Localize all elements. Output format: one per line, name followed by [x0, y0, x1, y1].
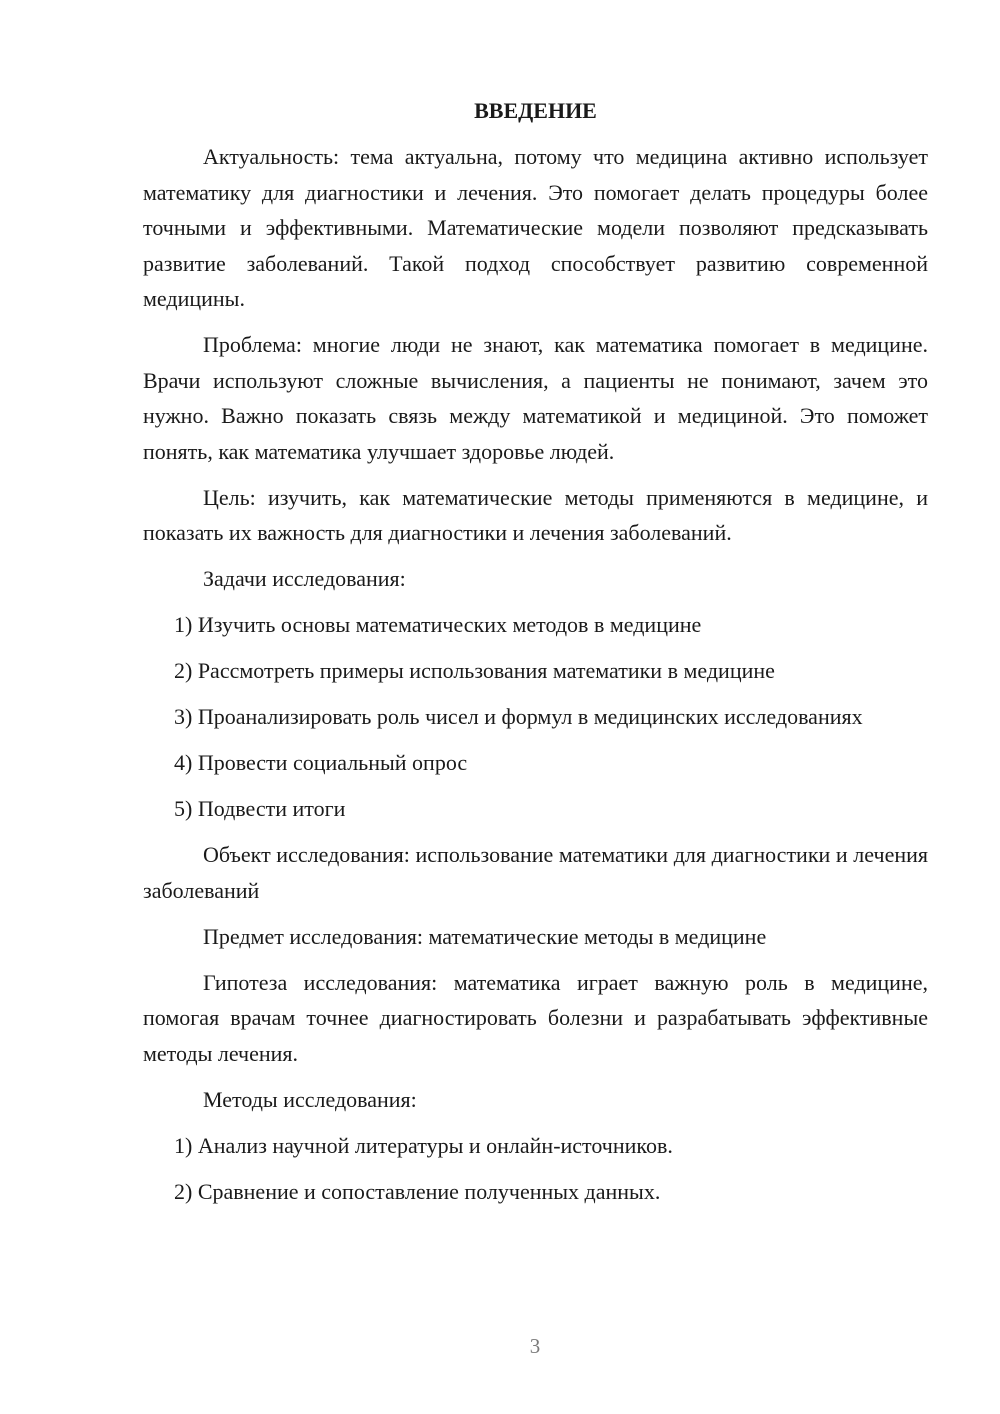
method-item: 2) Сравнение и сопоставление полученных данных. — [174, 1178, 661, 1204]
task-item: 1) Изучить основы математических методов в медицине — [174, 612, 702, 637]
methods-heading: Методы исследования: — [203, 1086, 417, 1112]
task-item: 4) Провести социальный опрос — [174, 750, 468, 775]
object-paragraph: Объект исследования: использование математики для диагностики и лечения заболеваний — [143, 842, 928, 903]
task-item: 3) Проанализировать роль чисел и формул в медицинских исследованиях — [174, 704, 863, 729]
page-number: 3 — [529, 1334, 541, 1358]
goal-paragraph: Цель: изучить, как математические методы применяются в медицине, и показать их важность для диагностики и лечения заболеваний. — [143, 484, 928, 545]
relevance-paragraph: Актуальность: тема актуальна, потому что медицина активно использует математику для диагностики и лечения. Это помогает делать процедуры более точными и эффективными. Математические модели позволяют предсказывать развитие заболеваний. Такой подход способствует развитию современной медицины. — [143, 144, 928, 311]
tasks-heading: Задачи исследования: — [203, 566, 406, 591]
method-item: 1) Анализ научной литературы и онлайн-источников. — [174, 1132, 673, 1158]
task-item: 2) Рассмотреть примеры использования математики в медицине — [174, 658, 775, 683]
task-item: 5) Подвести итоги — [174, 796, 346, 821]
section-title: ВВЕДЕНИЕ — [474, 98, 597, 123]
hypothesis-paragraph: Гипотеза исследования: математика играет важную роль в медицине, помогая врачам точнее диагностировать болезни и разрабатывать эффективные методы лечения. — [143, 969, 928, 1066]
page-content — [143, 96, 928, 1220]
subject-paragraph: Предмет исследования: математические методы в медицине — [203, 923, 767, 949]
problem-paragraph: Проблема: многие люди не знают, как математика помогает в медицине. Врачи используют сложные вычисления, а пациенты не понимают, зачем это нужно. Важно показать связь между математикой и медициной. Это поможет понять, как математика улучшает здоровье людей. — [143, 332, 928, 464]
